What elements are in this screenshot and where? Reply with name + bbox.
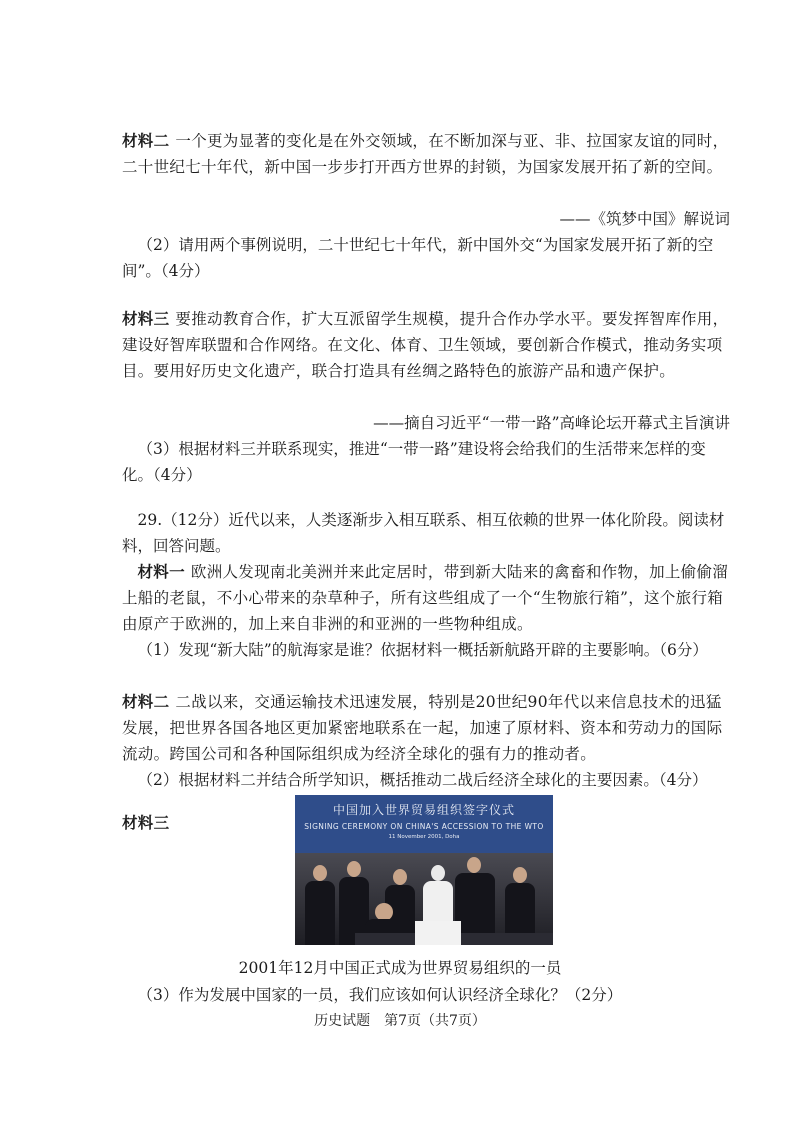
person-head	[431, 865, 445, 881]
material-3-top	[122, 306, 732, 384]
material-2-top	[122, 128, 732, 180]
signing-document	[415, 921, 461, 945]
question-3: （3）作为发展中国家的一员，我们应该如何认识经济全球化？（2分）	[137, 986, 623, 1004]
material-text: 二战以来，交通运输技术迅速发展，特别是20世纪90年代以来信息技术的迅猛发展，把世界各国各地区更加紧密地联系在一起，加速了原材料、资本和劳动力的国际流动。跨国公司和各种国际组织成为经济全球化的强有力的推动者。	[122, 693, 723, 763]
photo-caption: 2001年12月中国正式成为世界贸易组织的一员	[238, 959, 562, 977]
person-head	[313, 865, 327, 881]
wto-signing-photo	[295, 795, 553, 945]
question-2-top: （2）请用两个事例说明，二十世纪七十年代，新中国外交“为国家发展开拓了新的空间”。（4分）	[122, 236, 714, 280]
question-1: （1）发现“新大陆”的航海家是谁？依据材料一概括新航路开辟的主要影响。（6分）	[137, 641, 708, 659]
person-head	[393, 869, 407, 885]
ceremony-banner	[295, 795, 553, 853]
material-1	[122, 559, 732, 637]
banner-title-cn: 中国加入世界贸易组织签字仪式	[332, 803, 515, 817]
question-3-top: （3）根据材料三并联系现实，推进“一带一路”建设将会给我们的生活带来怎样的变化。（4分）	[122, 440, 706, 484]
material-text: 欧洲人发现南北美洲并来此定居时，带到新大陆来的禽畜和作物，加上偷偷溜上船的老鼠，不小心带来的杂草种子，所有这些组成了一个“生物旅行箱”，这个旅行箱由原产于欧洲的，加上来自非洲的和亚洲的一些物种组成。	[122, 563, 729, 633]
material-label: 材料二	[122, 692, 170, 711]
person-head	[347, 861, 361, 877]
question-2: （2）根据材料二并结合所学知识，概括推动二战后经济全球化的主要因素。（4分）	[137, 771, 708, 789]
person-suit	[305, 881, 335, 945]
material-text: 要推动教育合作，扩大互派留学生规模，提升合作办学水平。要发挥智库作用，建设好智库联盟和合作网络。在文化、体育、卫生领域，要创新合作模式，推动务实项目。要用好历史文化遗产，联合打造具有丝绸之路特色的旅游产品和遗产保护。	[122, 310, 729, 380]
question-29-intro: 29.（12分）近代以来，人类逐渐步入相互联系、相互依赖的世界一体化阶段。阅读材料，回答问题。	[122, 511, 725, 555]
material-label: 材料一	[137, 562, 185, 581]
material-source: ——《筑梦中国》解说词	[559, 210, 730, 228]
person-head	[513, 867, 527, 883]
material-text: 一个更为显著的变化是在外交领域，在不断加深与亚、非、拉国家友谊的同时，二十世纪七十年代，新中国一步步打开西方世界的封锁，为国家发展开拓了新的空间。	[122, 132, 729, 176]
person-head	[467, 857, 481, 873]
banner-date: 11 November 2001, Doha	[388, 834, 460, 840]
material-label: 材料二	[122, 131, 170, 150]
material-2	[122, 689, 732, 767]
page-footer: 历史试题 第7页（共7页）	[314, 1013, 486, 1029]
material-label: 材料三	[122, 309, 170, 328]
material-source: ——摘自习近平“一带一路”高峰论坛开幕式主旨演讲	[373, 414, 730, 432]
banner-title-en: SIGNING CEREMONY ON CHINA'S ACCESSION TO THE WTO	[304, 822, 544, 831]
material-3-label: 材料三	[122, 813, 170, 832]
